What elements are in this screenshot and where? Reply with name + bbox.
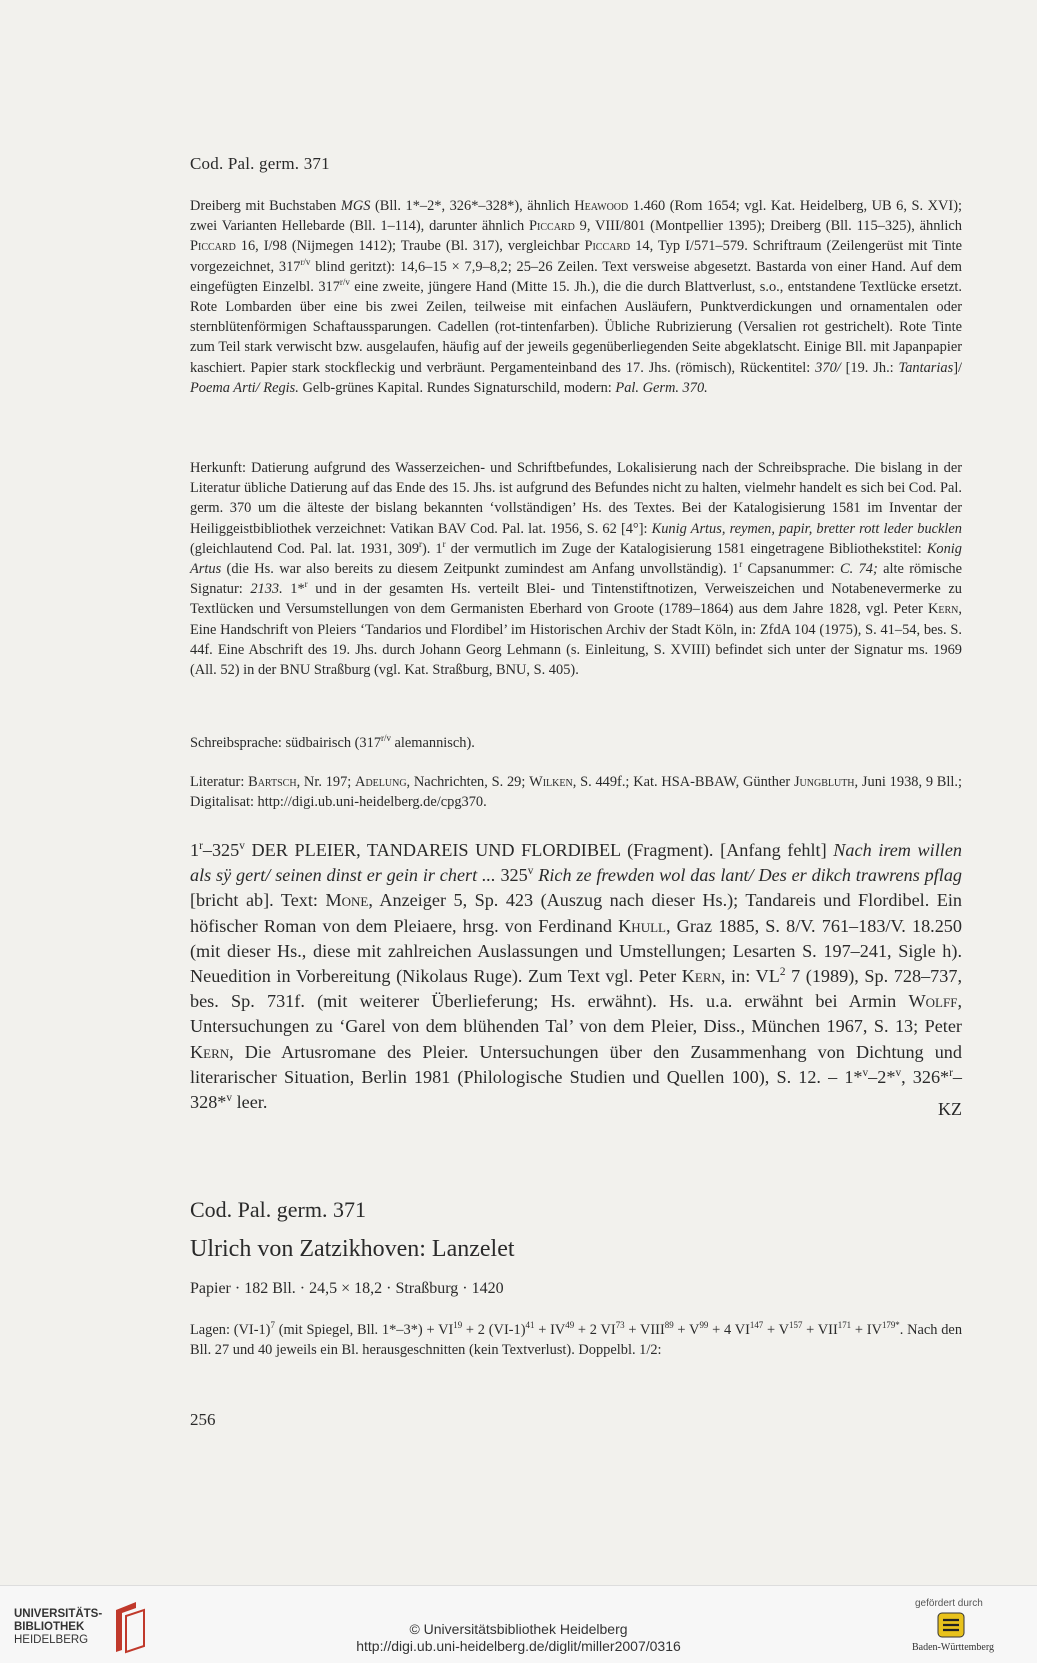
quire-paragraph: Lagen: $(VI-1)^7$ (mit Spiegel, Bll. $1*-3*) + VI^{19} + 2$ $(VI-1)^{41} + IV^{49} + 2$ $VI^{73}$ + $VIII^{89} + V^{99} + 4$ $VI^{147} + V^{157} + VII^{171} + IV^{179*}$. Nach den Bll. 27 und 40 jeweils ein Bl. herausgeschnitten (kein Textverlust). Doppelbl. 1/2: [190,1320,963,1359]
ub-heidelberg-logo[interactable]: UNIVERSITÄTS- BIBLIOTHEK HEIDELBERG [14,1608,103,1646]
permalink-url[interactable]: http://digi.ub.uni-heidelberg.de/diglit/miller2007/0316 [356,1638,681,1654]
content-paragraph: 1$^r$–325$^v$ DER PLEIER, TANDAREIS UND FLORDIBEL (Fragment). [Anfang fehlt] Nach irem willen als sÿ gert/ seinen dinst er gein ir chert ... 325$^v$ Rich ze frewden wol das lant/ Des er dikch trawrens pflag [bricht ab]. Text: Mone, Anzeiger 5, Sp. 423 (Auszug nach dieser Hs.); Tandareis und Flordibel. Ein höfischer Roman von dem Pleiaere, hrsg. von Ferdinand Khull, Graz 1885, S. 8/V. 761–183/V. 18.250 (mit dieser Hs., diese mit zahlreichen Auslassungen und Umstellungen; Lesarten S. 197–241, Sigle h). Neuedition in Vorbereitung (Nikolaus Ruge). Zum Text vgl. Peter Kern, in: $VL^2$ 7 (1989), Sp. 728–737, bes. Sp. 731f. (mit weiterer Überlieferung; Hs. erwähnt). Hs. u.a. erwähnt bei Armin Wolff, Untersuchungen zu ‘Garel von dem blühenden Tal’ von dem Pleier, Diss., München 1967, S. 13; Peter Kern, Die Artusromane des Pleier. Untersuchungen über den Zusammenhang von Dichtung und literarischer Situation, Berlin 1981 (Philologische Studien und Quellen 100), S. 12. – 1*$^v$–2*$^v$, 326*$^r$–328*$^v$ leer. [190,839,963,1113]
sponsor-name: Baden-Württemberg [912,1642,995,1653]
author-initials: KZ [938,1099,962,1119]
viewer-footer [0,1585,1037,1663]
entry-title: Ulrich von Zatzikhoven: Lanzelet [190,1236,515,1262]
language-paragraph: Schreibsprache: südbairisch ($317^{r/v}$ alemannisch). [190,733,475,751]
entry-meta: Papier · 182 Bll. · 24,5 × 18,2 · Straßburg · 1420 [190,1280,504,1297]
physical-description: Dreiberg mit Buchstaben MGS (Bll. 1*–2*, 326*–328*), ähnlich Heawood 1.460 (Rom 1654; vgl. Kat. Heidelberg, UB 6, S. XVI); zwei Varianten Hellebarde (Bll. 1–114), darunter ähnlich Piccard 9, VIII/801 (Montpellier 1395); Dreiberg (Bll. 115–325), ähnlich Piccard 16, I/98 (Nijmegen 1412); Traube (Bl. 317), vergleichbar Piccard 14, Typ I/571–579. Schriftraum (Zeilengerüst mit Tinte vorgezeichnet, $317^{r/v}$ blind geritzt): 14,6–15 × 7,9–8,2; 25–26 Zeilen. Text versweise abgesetzt. Bastarda von einer Hand. Auf dem eingefügten Einzelbl. $317^{r/v}$ eine zweite, jüngere Hand (Mitte 15. Jh.), die die durch Blattverlust, s.o., entstandene Textlücke ersetzt. Rote Lombarden über eine bis zwei Zeilen, teilweise mit einfachen Ausläufern, Punktverdickungen und ornamentalen oder sternblütenförmigen Schaftaussparungen. Cadellen (rot-tintenfarben). Übliche Rubrizierung (Versalien rot gestrichelt). Rote Tinte zum Teil stark verwischt bzw. ausgelaufen, häufig auf der jeweils gegenüberliegenden Seite abgeklatscht. Einige Bll. mit Japanpapier kaschiert. Papier stark stockfleckig und verbräunt. Pergamenteinband des 17. Jhs. (römisch), Rückentitel: 370/ [19. Jh.: Tantarias]/ Poema Arti/ Regis. Gelb-grünes Kapital. Rundes Signaturschild, modern: Pal. Germ. 370. [190,198,962,396]
baden-wuerttemberg-crest-icon [937,1612,965,1638]
literature-paragraph: Literatur: Bartsch, Nr. 197; Adelung, Nachrichten, S. 29; Wilken, S. 449f.; Kat. HSA-BBAW, Günther Jungbluth, Juni 1938, 9 Bll.; Digitalisat: http://digi.ub.uni-heidelberg.de/cpg370. [190,774,962,811]
entry-shelfmark: Cod. Pal. germ. 371 [190,1197,366,1222]
funded-by-label: gefördert durch [915,1598,983,1609]
provenance-paragraph: Herkunft: Datierung aufgrund des Wasserzeichen- und Schriftbefundes, Lokalisierung nach der Schreibsprache. Die bislang in der Literatur übliche Datierung auf das Ende des 15. Jhs. ist aufgrund des Befundes nicht zu halten, vielmehr handelt es sich bei Cod. Pal. germ. 370 um die älteste der bislang bekannten ‘vollständigen’ Hs. des Textes. Bei der Katalogisierung 1581 im Inventar der Heiliggeistbibliothek verzeichnet: Vatikan BAV Cod. Pal. lat. 1956, S. 62 [4°]: Kunig Artus, reymen, papir, bretter rott leder bucklen (gleichlautend Cod. Pal. lat. 1931, 309$^r$). 1$^r$ der vermutlich im Zuge der Katalogisierung 1581 eingetragene Bibliothekstitel: Konig Artus (die Hs. war also bereits zu diesem Zeitpunkt zumindest am Anfang unvollständig). 1$^r$ Capsanummer: C. 74; alte römische Signatur: 2133. 1*$^r$ und in der gesamten Hs. verteilt Blei- und Tintenstiftnotizen, Verweiszeichen und Notabenevermerke zu Textlücken und Versumstellungen von dem Germanisten Eberhard von Groote (1789–1864) aus dem Jahre 1828, vgl. Peter Kern, Eine Handschrift von Pleiers ‘Tandarios und Flordibel’ im Historischen Archiv der Stadt Köln, in: ZfdA 104 (1975), S. 41–54, bes. S. 44f. Eine Abschrift des 19. Jhs. durch Johann Georg Lehmann (s. Einleitung, S. XVIII) befindet sich unter der Signatur ms. 1969 (All. 52) in der BNU Straßburg (vgl. Kat. Straßburg, BNU, S. 405). [190,460,962,679]
copyright-notice: © Universitätsbibliothek Heidelberg [409,1621,628,1637]
running-head: Cod. Pal. germ. 371 [190,154,330,173]
page-number: 256 [190,1410,216,1429]
